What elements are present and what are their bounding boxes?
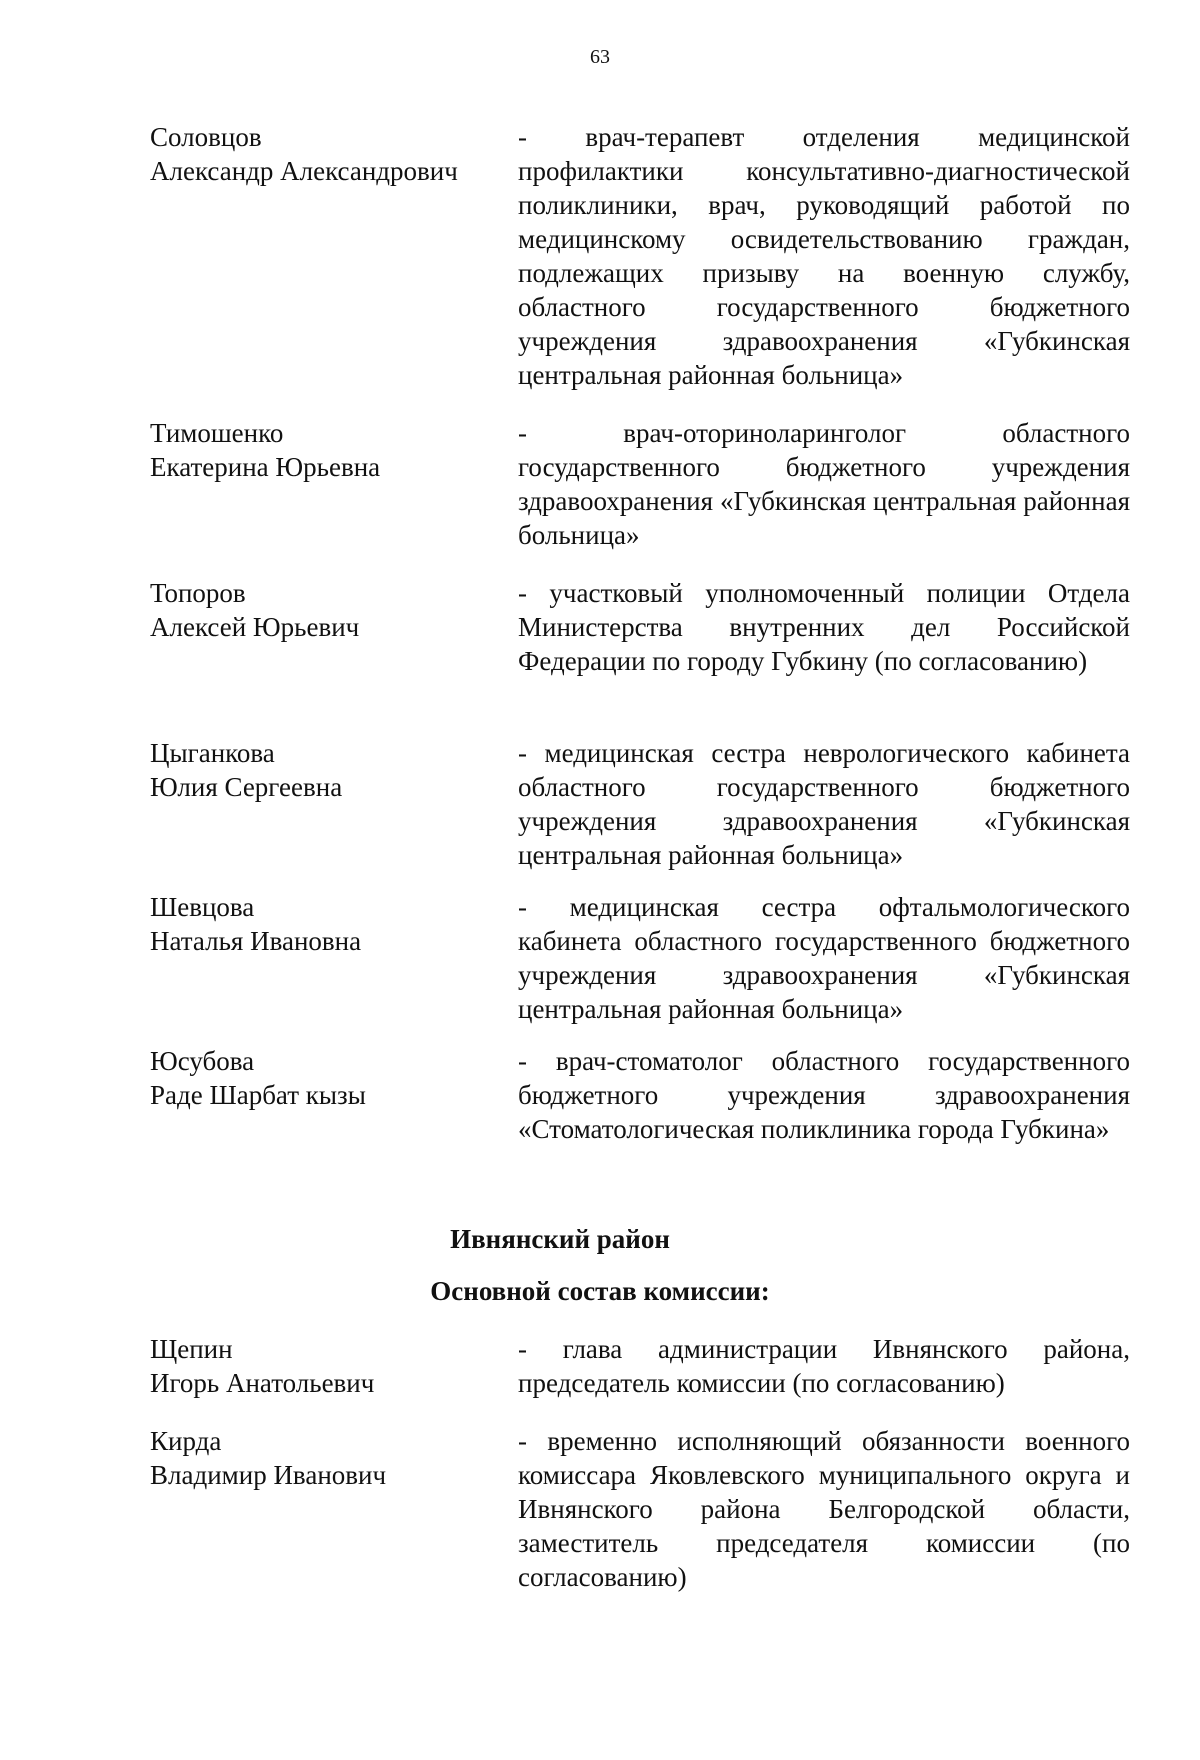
member-surname: Соловцов [150, 122, 262, 152]
member-surname: Кирда [150, 1426, 222, 1456]
member-surname: Щепин [150, 1334, 233, 1364]
member-name [150, 1424, 510, 1492]
member-name [150, 120, 510, 188]
page-number: 63 [590, 46, 610, 68]
member-name [150, 1044, 510, 1112]
member-name [150, 736, 510, 804]
member-given-name: Алексей Юрьевич [150, 612, 360, 642]
member-role: - врач-оториноларинголог областного государственного бюджетного учреждения здравоохранения «Губкинская центральная районная больница» [518, 418, 1130, 550]
member-name [150, 1332, 510, 1400]
section-heading: Основной состав комиссии: [430, 1276, 770, 1306]
member-given-name: Наталья Ивановна [150, 926, 362, 956]
member-surname: Тимошенко [150, 418, 284, 448]
member-role: - глава администрации Ивнянского района, председатель комиссии (по согласованию) [518, 1334, 1130, 1398]
member-surname: Цыганкова [150, 738, 275, 768]
member-surname: Шевцова [150, 892, 255, 922]
member-name [150, 416, 510, 484]
member-role: - медицинская сестра неврологического кабинета областного государственного бюджетного учреждения здравоохранения «Губкинская центральная районная больница» [518, 738, 1130, 870]
member-role: - врач-терапевт отделения медицинской профилактики консультативно-диагностической поликлиники, врач, руководящий работой по медицинскому освидетельствованию граждан, подлежащих призыву на военную службу, областного государственного бюджетного учреждения здравоохранения «Губкинская центральная районная больница» [518, 122, 1130, 390]
member-name [150, 890, 510, 958]
member-given-name: Юлия Сергеевна [150, 772, 343, 802]
member-role: - медицинская сестра офтальмологического кабинета областного государственного бюджетного учреждения здравоохранения «Губкинская центральная районная больница» [518, 892, 1130, 1024]
district-heading: Ивнянский район [450, 1224, 670, 1254]
member-given-name: Александр Александрович [150, 156, 458, 186]
member-surname: Топоров [150, 578, 246, 608]
member-name [150, 576, 510, 644]
member-role: - участковый уполномоченный полиции Отдела Министерства внутренних дел Российской Федерации по городу Губкину (по согласованию) [518, 578, 1130, 676]
member-given-name: Игорь Анатольевич [150, 1368, 375, 1398]
member-given-name: Владимир Иванович [150, 1460, 387, 1490]
member-given-name: Екатерина Юрьевна [150, 452, 381, 482]
member-role: - врач-стоматолог областного государственного бюджетного учреждения здравоохранения «Стоматологическая поликлиника города Губкина» [518, 1046, 1130, 1144]
member-given-name: Раде Шарбат кызы [150, 1080, 366, 1110]
member-role: - временно исполняющий обязанности военного комиссара Яковлевского муниципального округа и Ивнянского района Белгородской области, заместитель председателя комиссии (по согласованию) [518, 1426, 1130, 1592]
member-surname: Юсубова [150, 1046, 255, 1076]
